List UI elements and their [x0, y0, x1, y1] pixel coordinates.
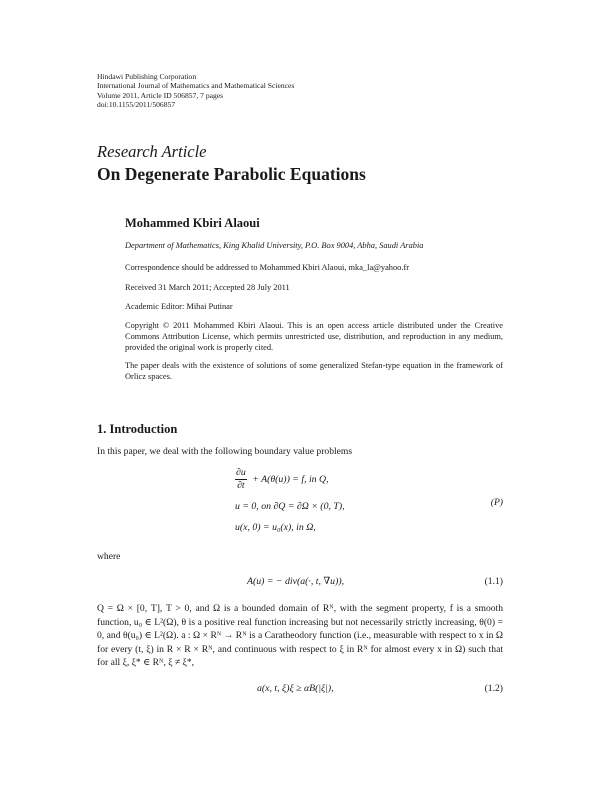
academic-editor: Academic Editor: Mihai Putinar — [125, 302, 233, 311]
affiliation: Department of Mathematics, King Khalid University, P.O. Box 9004, Abha, Saudi Arabia — [125, 241, 424, 250]
running-header — [97, 72, 427, 110]
journal-line: International Journal of Mathematics and Mathematical Sciences — [97, 81, 295, 91]
equation-line-2: u = 0, on ∂Q = ∂Ω × (0, T), — [235, 501, 345, 512]
copyright-notice: Copyright © 2011 Mohammed Kbiri Alaoui. This is an open access article distributed under the Creative Commons Attribution License, which permits unrestricted use, distribution, and reproduction in any medium, provided the original work is properly cited. — [125, 321, 503, 353]
section-heading: 1. Introduction — [97, 422, 178, 436]
article-type: Research Article — [97, 142, 207, 161]
problem-description-paragraph: Q = Ω × [0, T], T > 0, and Ω is a bounded domain of Rᴺ, with the segment property, f is a smooth function, u₀ ∈ L²(Ω), θ is a positive real function increasing but not necessarily strictly increasing, θ(0) = 0, and θ(u₀) ∈ L²(Ω). a : Ω × Rᴺ → Rᴺ is a Caratheodory function (i.e., measurable with respect to x in Ω for every (t, ξ) in R × R × Rᴺ, and continuous with respect to ξ in Rᴺ for almost every x in Ω) such that for all ξ, ξ* ∈ Rᴺ, ξ ≠ ξ*, — [97, 603, 503, 669]
intro-sentence: In this paper, we deal with the following boundary value problems — [97, 446, 353, 457]
correspondence: Correspondence should be addressed to Mohammed Kbiri Alaoui, mka_la@yahoo.fr — [125, 263, 410, 272]
system-label: (P) — [490, 497, 503, 508]
abstract: The paper deals with the existence of solutions of some generalized Stefan-type equation in the framework of Orlicz spaces. — [125, 361, 503, 382]
equation-1-1-label: (1.1) — [484, 576, 503, 587]
publisher-line: Hindawi Publishing Corporation — [97, 72, 197, 81]
equation-1-2: a(x, t, ξ)ξ ≥ αB(|ξ|), — [257, 683, 334, 694]
equation-line-1-tail: + A(θ(u)) = f, in Q, — [249, 473, 329, 485]
doi-line: doi:10.1155/2011/506857 — [97, 100, 176, 110]
article-title: On Degenerate Parabolic Equations — [97, 164, 366, 184]
equation-1-2-label: (1.2) — [484, 683, 503, 694]
equation-line-3: u(x, 0) = u₀(x), in Ω, — [235, 522, 316, 533]
equation-1-1: A(u) = − div(a(·, t, ∇u)), — [247, 576, 345, 587]
received-dates: Received 31 March 2011; Accepted 28 July 2011 — [125, 283, 290, 292]
author-name: Mohammed Kbiri Alaoui — [125, 216, 260, 230]
fraction-numerator: ∂u — [236, 467, 246, 478]
fraction-denominator: ∂t — [237, 480, 245, 491]
volume-line: Volume 2011, Article ID 506857, 7 pages — [97, 90, 224, 100]
partial-derivative-fraction — [235, 467, 247, 492]
where-text: where — [97, 551, 121, 562]
equation-line-1 — [235, 467, 329, 492]
